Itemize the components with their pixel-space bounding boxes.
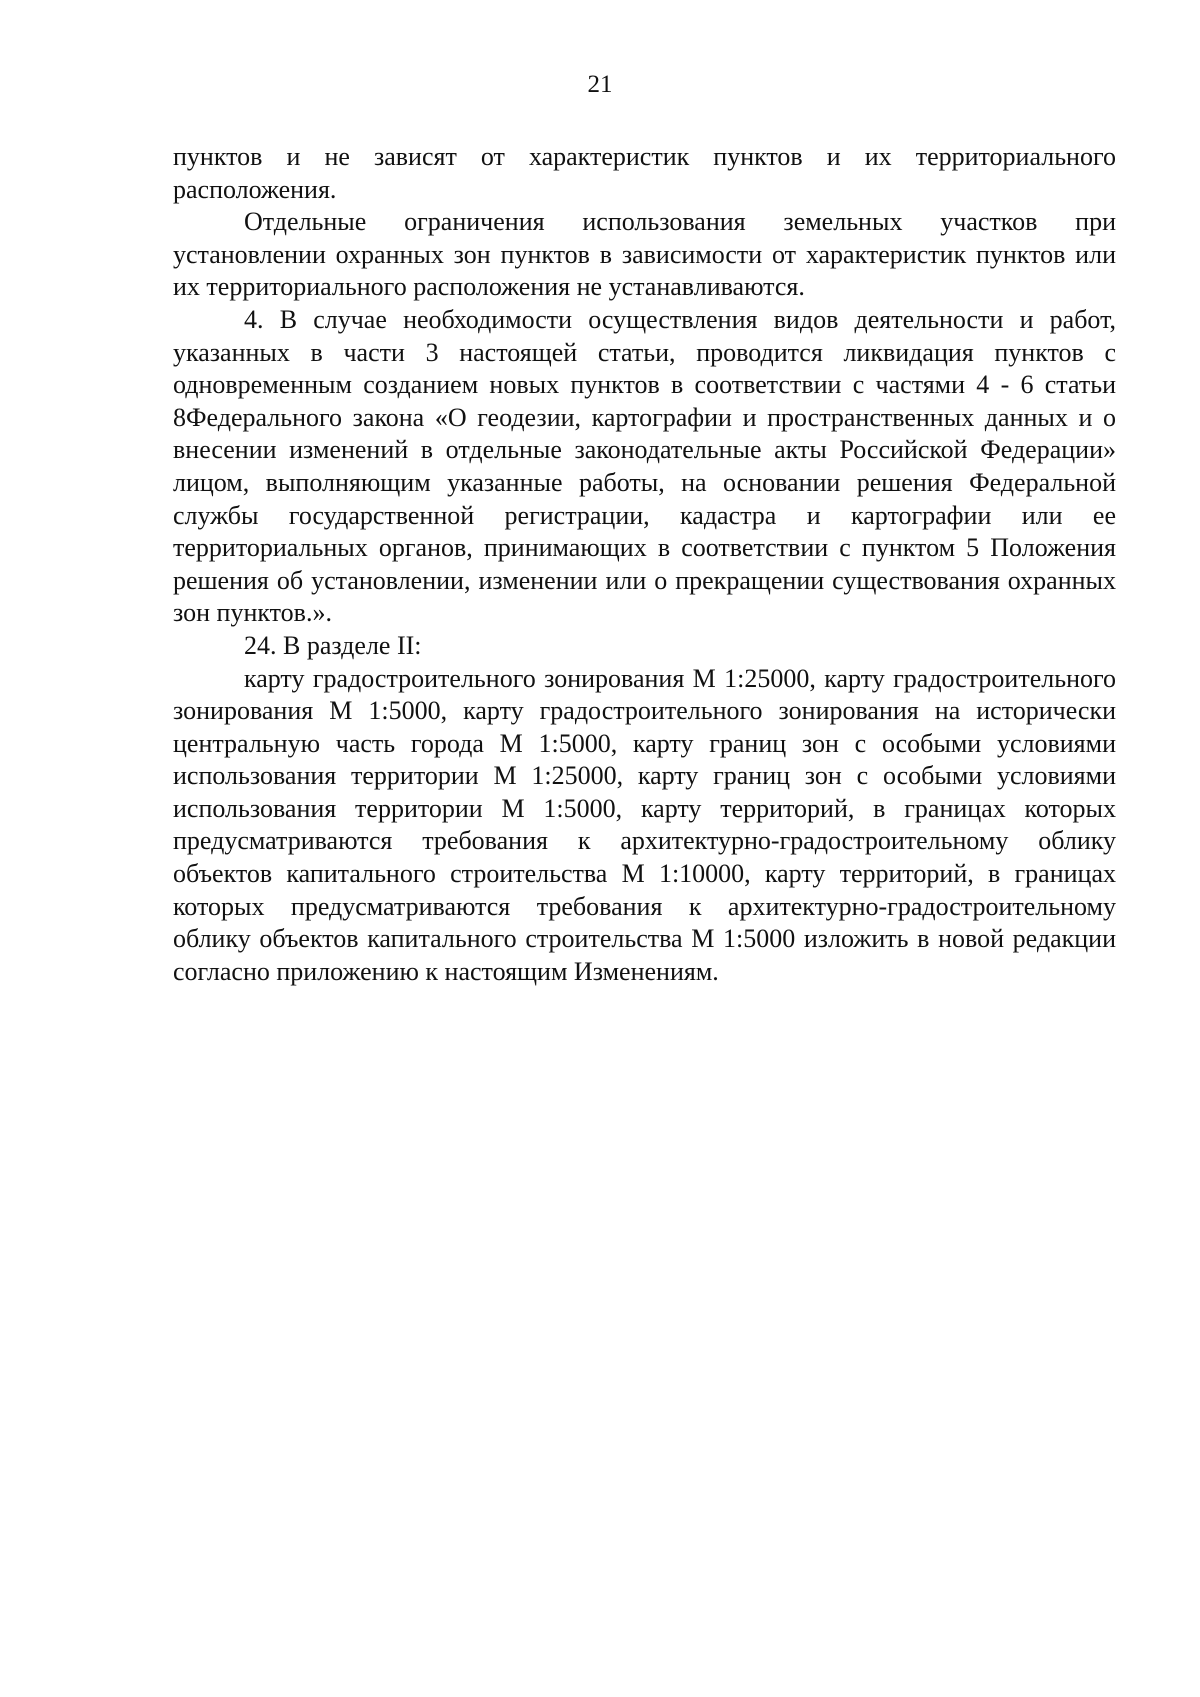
paragraph-restrictions: Отдельные ограничения использования земельных участков при установлении охранных зон пунктов в зависимости от характеристик пунктов или их территориального расположения не устанавливаются. bbox=[173, 207, 1116, 302]
paragraph-item-24-heading: 24. В разделе II: bbox=[244, 630, 422, 660]
paragraph-maps-list: карту градостроительного зонирования М 1:25000, карту градостроительного зонирования М 1:5000, карту градостроительного зонирования на исторически центральную часть города М 1:5000, карту границ зон с особыми условиями использования территории М 1:25000, карту границ зон с особыми условиями использования территории М 1:5000, карту территорий, в границах которых предусматриваются требования к архитектурно-градостроительному облику объектов капитального строительства М 1:10000, карту территорий, в границах которых предусматриваются требования к архитектурно-градостроительному облику объектов капитального строительства М 1:5000 изложить в новой редакции согласно приложению к настоящим Изменениям. bbox=[173, 663, 1116, 986]
paragraph-item-4: 4. В случае необходимости осуществления видов деятельности и работ, указанных в части 3 настоящей статьи, проводится ликвидация пунктов с одновременным созданием новых пунктов в соответствии с частями 4 - 6 статьи 8Федерального закона «О геодезии, картографии и пространственных данных и о внесении изменений в отдельные законодательные акты Российской Федерации» лицом, выполняющим указанные работы, на основании решения Федеральной службы государственной регистрации, кадастра и картографии или ее территориальных органов, принимающих в соответствии с пунктом 5 Положения решения об установлении, изменении или о прекращении существования охранных зон пунктов.». bbox=[173, 304, 1116, 628]
paragraph-continuation: пунктов и не зависят от характеристик пунктов и их территориального расположения. bbox=[173, 142, 1116, 204]
document-body bbox=[173, 141, 1116, 988]
page-number: 21 bbox=[587, 71, 613, 98]
